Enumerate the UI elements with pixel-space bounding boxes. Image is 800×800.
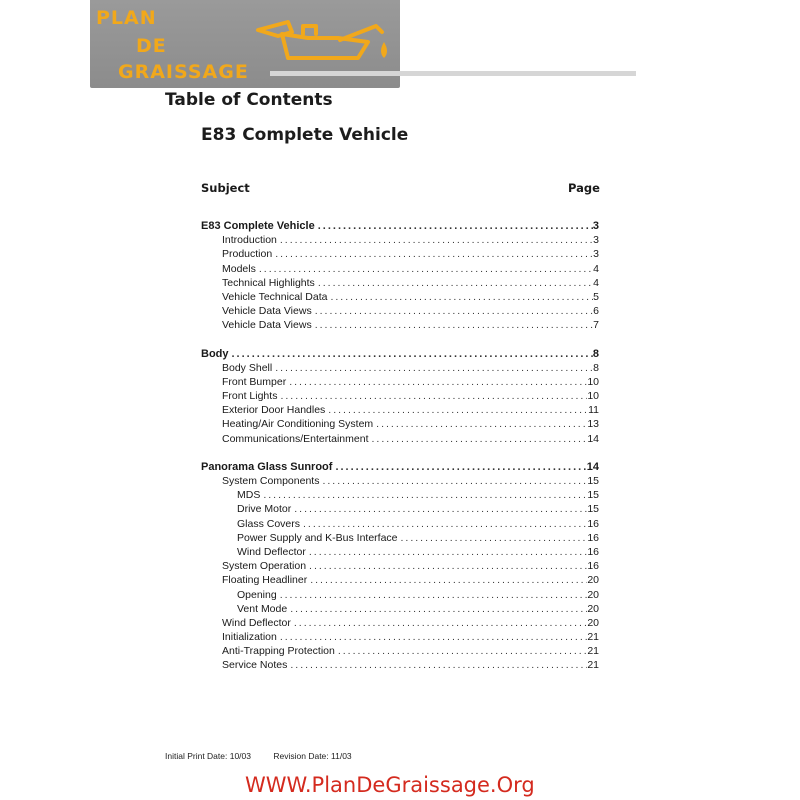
dot-leader <box>335 460 586 474</box>
dot-leader <box>328 403 588 417</box>
toc-entry-label: Initialization <box>222 631 277 644</box>
toc-entry-page-number: 16 <box>587 517 599 530</box>
section-gap <box>201 333 599 347</box>
initial-print-date: Initial Print Date: 10/03 <box>165 751 251 761</box>
toc-entry-page-number: 21 <box>587 659 599 672</box>
dot-leader <box>371 432 587 446</box>
toc-entry-page-number: 4 <box>593 262 599 275</box>
toc-entry-label: Anti-Trapping Protection <box>222 645 335 658</box>
toc-entry[interactable] <box>201 488 599 502</box>
toc-entry[interactable] <box>201 502 599 516</box>
toc-entry-label: Front Lights <box>222 390 278 403</box>
toc-entry[interactable] <box>201 403 599 417</box>
revision-date: Revision Date: 11/03 <box>273 751 352 761</box>
dot-leader <box>294 502 587 516</box>
toc-section-label: Panorama Glass Sunroof <box>201 460 333 473</box>
toc-entry-label: Glass Covers <box>237 517 301 530</box>
dot-leader <box>309 545 587 559</box>
dot-leader <box>401 531 588 545</box>
toc-entry-page-number: 21 <box>587 631 599 644</box>
toc-entry-page-number: 13 <box>587 418 599 431</box>
toc-entry-label: System Operation <box>222 560 307 573</box>
toc-entry-page-number: 3 <box>593 248 599 261</box>
toc-entry-label: Wind Deflector <box>237 545 306 558</box>
dot-leader <box>289 375 587 389</box>
toc-entry-label: Vehicle Data Views <box>222 319 312 332</box>
toc-entry-page-number: 15 <box>587 503 599 516</box>
dot-leader <box>275 247 593 261</box>
toc-section-page-number: 8 <box>592 347 599 360</box>
toc-entry-page-number: 14 <box>587 432 599 445</box>
dot-leader <box>322 474 587 488</box>
toc-entry-page-number: 16 <box>587 560 599 573</box>
dot-leader <box>318 276 593 290</box>
logo-text-line-1: PLAN <box>96 7 157 29</box>
toc-entry-label: System Components <box>222 475 320 487</box>
dot-leader <box>280 630 587 644</box>
toc-entry-label: Vehicle Technical Data <box>222 290 328 303</box>
dot-leader <box>290 602 587 616</box>
dot-leader <box>290 658 587 672</box>
toc-entry[interactable] <box>201 573 599 587</box>
toc-entry[interactable] <box>201 304 599 318</box>
document-title: E83 Complete Vehicle <box>201 125 409 145</box>
toc-entry[interactable] <box>201 290 599 304</box>
dot-leader <box>259 262 593 276</box>
toc-entry-page-number: 15 <box>587 475 599 487</box>
toc-entry[interactable] <box>201 531 599 545</box>
toc-entry-label: Drive Motor <box>237 503 292 516</box>
toc-entry-page-number: 4 <box>593 276 599 289</box>
dot-leader <box>280 588 588 602</box>
dot-leader <box>315 318 593 332</box>
dot-leader <box>263 488 587 502</box>
toc-entry-page-number: 5 <box>593 290 599 303</box>
toc-entry[interactable] <box>201 517 599 531</box>
toc-section[interactable] <box>201 219 599 233</box>
toc-entry[interactable] <box>201 375 599 389</box>
logo-text-line-3: GRAISSAGE <box>118 61 249 83</box>
footer-dates <box>165 751 372 761</box>
header-rule <box>270 71 636 76</box>
toc-entry[interactable] <box>201 233 599 247</box>
website-url[interactable]: WWW.PlanDeGraissage.Org <box>245 773 535 797</box>
toc-entry-label: Body Shell <box>222 361 273 374</box>
toc-entry-page-number: 20 <box>587 602 599 615</box>
toc-entry[interactable] <box>201 417 599 431</box>
toc-entry[interactable] <box>201 658 599 672</box>
toc-entry-label: Heating/Air Conditioning System <box>222 418 374 431</box>
toc-entry[interactable] <box>201 602 599 616</box>
toc-entry-label: Vent Mode <box>237 602 288 615</box>
toc-entry[interactable] <box>201 318 599 332</box>
toc-entry[interactable] <box>201 389 599 403</box>
toc-entry-label: Technical Highlights <box>222 276 315 289</box>
toc-entry-page-number: 10 <box>587 390 599 403</box>
toc-section-page-number: 3 <box>592 220 599 232</box>
toc-entry-page-number: 7 <box>593 319 599 332</box>
toc-entry-page-number: 3 <box>593 234 599 247</box>
dot-leader <box>309 559 587 573</box>
dot-leader <box>294 616 587 630</box>
toc-entry-page-number: 11 <box>588 404 599 417</box>
toc-entry-label: Power Supply and K-Bus Interface <box>237 531 398 544</box>
toc-entry[interactable] <box>201 474 599 488</box>
toc-entry[interactable] <box>201 644 599 658</box>
dot-leader <box>275 361 593 375</box>
dot-leader <box>303 517 587 531</box>
page-column-header: Page <box>568 181 600 195</box>
toc-entry-label: Front Bumper <box>222 375 287 388</box>
toc-entry-label: Floating Headliner <box>222 574 308 587</box>
toc-entry-label: Introduction <box>222 234 277 247</box>
toc-entry-label: Wind Deflector <box>222 616 291 629</box>
toc-entry-label: Production <box>222 248 273 261</box>
toc-entry-label: Vehicle Data Views <box>222 305 312 318</box>
toc-entry[interactable] <box>201 630 599 644</box>
toc-entry[interactable] <box>201 361 599 375</box>
toc-entry-label: Models <box>222 262 256 275</box>
toc-entry-page-number: 10 <box>587 375 599 388</box>
dot-leader <box>310 573 587 587</box>
toc-entry[interactable] <box>201 247 599 261</box>
toc-entry[interactable] <box>201 545 599 559</box>
dot-leader <box>338 644 587 658</box>
toc-entry-label: Communications/Entertainment <box>222 432 369 445</box>
toc-entry-page-number: 15 <box>587 489 599 502</box>
toc-entry-label: Opening <box>237 588 277 601</box>
oil-can-icon <box>248 8 398 78</box>
page-title: Table of Contents <box>165 90 333 110</box>
toc-entry-label: Exterior Door Handles <box>222 404 326 417</box>
dot-leader <box>232 347 593 361</box>
dot-leader <box>280 389 587 403</box>
logo-text-line-2: DE <box>136 35 167 57</box>
toc-entry-label: Service Notes <box>222 659 288 672</box>
table-of-contents <box>201 219 599 673</box>
toc-section-label: Body <box>201 347 229 360</box>
dot-leader <box>330 290 593 304</box>
toc-entry-page-number: 20 <box>587 588 599 601</box>
toc-entry[interactable] <box>201 276 599 290</box>
dot-leader <box>315 304 593 318</box>
subject-column-header: Subject <box>201 181 250 195</box>
toc-section-label: E83 Complete Vehicle <box>201 220 315 232</box>
dot-leader <box>280 233 593 247</box>
toc-entry-page-number: 21 <box>587 645 599 658</box>
toc-section[interactable] <box>201 347 599 361</box>
toc-entry-page-number: 8 <box>593 361 599 374</box>
toc-entry[interactable] <box>201 616 599 630</box>
toc-section[interactable] <box>201 460 599 474</box>
toc-entry-page-number: 20 <box>587 616 599 629</box>
toc-entry-page-number: 20 <box>587 574 599 587</box>
toc-entry-page-number: 6 <box>593 305 599 318</box>
toc-entry[interactable] <box>201 588 599 602</box>
toc-entry-label: MDS <box>237 489 261 502</box>
toc-entry-page-number: 16 <box>587 531 599 544</box>
toc-section-page-number: 14 <box>586 460 599 473</box>
section-gap <box>201 446 599 460</box>
toc-entry[interactable] <box>201 262 599 276</box>
dot-leader <box>318 219 593 233</box>
dot-leader <box>376 417 587 431</box>
toc-entry-page-number: 16 <box>587 545 599 558</box>
toc-entry[interactable] <box>201 559 599 573</box>
toc-entry[interactable] <box>201 432 599 446</box>
